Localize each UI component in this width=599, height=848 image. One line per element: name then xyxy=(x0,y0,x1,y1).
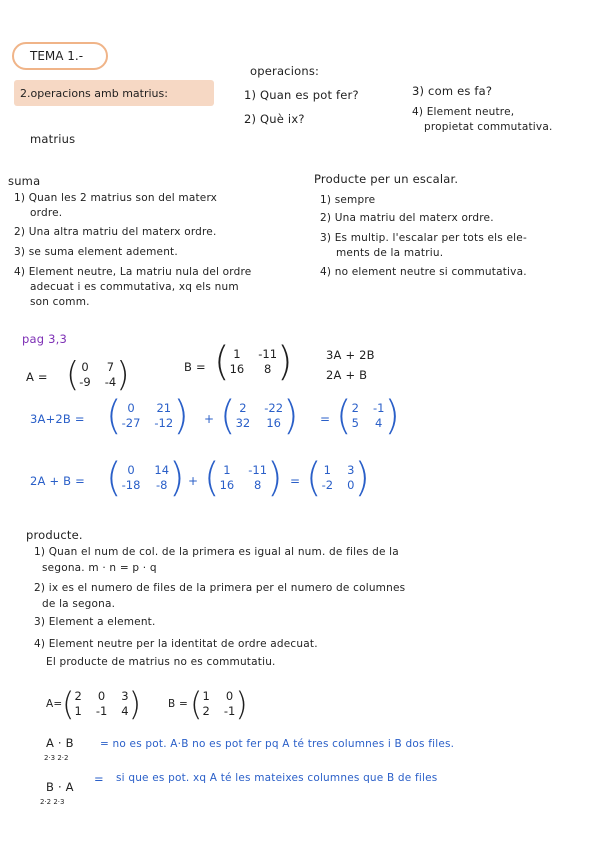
matrix-cell: 1 xyxy=(323,463,331,477)
operacions-item: 1) Quan es pot fer? xyxy=(244,88,359,102)
row1-matrix-3a xyxy=(106,393,189,439)
matrix-right-bracket: ) xyxy=(277,339,293,385)
matrix-cell: 0 xyxy=(97,689,106,703)
matrix-right-bracket: ) xyxy=(283,393,299,439)
matrix-left-bracket: ( xyxy=(306,455,322,501)
matrix-cell: 4 xyxy=(375,416,383,430)
example-b-label: B = xyxy=(168,698,188,710)
section-matrius: matrius xyxy=(30,132,76,146)
producte-line: segona. m · n = p · q xyxy=(42,562,157,574)
row1-label: 3A+2B = xyxy=(30,412,85,426)
matrix-right-bracket: ) xyxy=(173,393,189,439)
matrix-cell: 3 xyxy=(121,689,129,703)
matrix-cell: -1 xyxy=(372,401,385,415)
matrix-cell: 16 xyxy=(229,362,245,376)
matrix-right-bracket: ) xyxy=(169,455,185,501)
matrix-cell: 8 xyxy=(263,362,272,376)
matrix-left-bracket: ( xyxy=(220,393,236,439)
suma-line: 1) Quan les 2 matrius son del materx xyxy=(14,192,218,204)
matrix-cell: 1 xyxy=(202,689,210,703)
example-a-label: A= xyxy=(46,698,63,710)
suma-line: 3) se suma element adement. xyxy=(14,246,178,258)
row1-plus: + xyxy=(204,412,215,426)
matrix-left-bracket: ( xyxy=(62,685,75,723)
matrix-cells xyxy=(122,463,169,493)
row1-result xyxy=(336,393,401,439)
matrix-cell: -11 xyxy=(248,463,268,477)
suma-line: 2) Una altra matriu del materx ordre. xyxy=(14,226,217,238)
producte-line: 3) Element a element. xyxy=(34,616,156,628)
matrix-left-bracket: ( xyxy=(336,393,352,439)
operacions-heading: operacions: xyxy=(250,64,320,78)
topic-title: TEMA 1.- xyxy=(12,42,108,70)
suma-line: son comm. xyxy=(30,296,90,308)
producte-escalar-line: ments de la matriu. xyxy=(336,247,444,259)
matrix-left-bracket: ( xyxy=(106,393,122,439)
matrix-cells xyxy=(220,463,267,493)
matrix-cells xyxy=(352,401,385,431)
producte-escalar-line: 4) no element neutre si commutativa. xyxy=(320,266,527,278)
producte-escalar-heading: Producte per un escalar. xyxy=(314,172,459,186)
producte-escalar-line: 2) Una matriu del materx ordre. xyxy=(320,212,494,224)
matrix-cell: -1 xyxy=(223,704,236,718)
matrix-cell: 2 xyxy=(351,401,359,415)
matrix-left-bracket: ( xyxy=(190,685,203,723)
matrix-cell: -8 xyxy=(155,478,168,492)
matrix-cell: 0 xyxy=(127,463,135,477)
row2-matrix-2a xyxy=(106,455,185,501)
suma-heading: suma xyxy=(8,174,41,188)
operacions-item: propietat commutativa. xyxy=(424,121,553,133)
matrix-cell: 0 xyxy=(225,689,234,703)
matrix-b xyxy=(214,339,293,385)
matrix-cell: 3 xyxy=(347,463,355,477)
matrix-cells xyxy=(322,463,355,493)
row2-matrix-b xyxy=(204,455,283,501)
matrix-left-bracket: ( xyxy=(214,339,230,385)
subtitle-highlight: 2.operacions amb matrius: xyxy=(14,80,214,106)
matrix-right-bracket: ) xyxy=(128,685,142,723)
operacions-item: 3) com es fa? xyxy=(412,84,493,98)
matrix-left-bracket: ( xyxy=(204,455,220,501)
matrix-cell: -2 xyxy=(321,478,334,492)
matrix-left-bracket: ( xyxy=(106,455,122,501)
matrix-cell: 0 xyxy=(127,401,135,415)
matrix-cells xyxy=(79,360,116,390)
matrix-a-label: A = xyxy=(26,370,48,384)
matrix-cells xyxy=(202,689,235,719)
matrix-cell: -4 xyxy=(104,375,117,389)
exercise-label: pag 3,3 xyxy=(22,332,67,346)
matrix-cell: 2 xyxy=(239,401,247,415)
producte-escalar-line: 3) Es multip. l'escalar per tots els ele- xyxy=(320,232,527,244)
matrix-left-bracket: ( xyxy=(66,355,80,395)
producte-line: 4) Element neutre per la identitat de ordre adecuat. xyxy=(34,638,318,650)
matrix-cell: 14 xyxy=(154,463,170,477)
matrix-cell: -18 xyxy=(121,478,141,492)
matrix-right-bracket: ) xyxy=(235,685,248,723)
matrix-cell: 16 xyxy=(266,416,281,430)
ba-explanation: si que es pot. xq A té les mateixes columnes que B de files xyxy=(116,772,438,784)
row2-result xyxy=(306,455,371,501)
matrix-cell: -12 xyxy=(154,416,174,430)
ba-equals: = xyxy=(94,772,104,786)
matrix-cells xyxy=(230,347,277,377)
row2-label: 2A + B = xyxy=(30,474,85,488)
matrix-cell: -22 xyxy=(264,401,284,415)
row2-plus: + xyxy=(188,474,199,488)
matrix-cell: 2 xyxy=(74,689,82,703)
matrix-cell: 5 xyxy=(351,416,359,430)
matrix-cell: 4 xyxy=(121,704,129,718)
producte-line: 2) ix es el numero de files de la primera per el numero de columnes xyxy=(34,582,406,594)
operacions-item: 4) Element neutre, xyxy=(412,106,515,118)
matrix-cell: -1 xyxy=(95,704,108,718)
ab-explanation: = no es pot. A·B no es pot fer pq A té tres columnes i B dos files. xyxy=(100,738,455,750)
matrix-right-bracket: ) xyxy=(116,355,130,395)
matrix-cell: 1 xyxy=(74,704,82,718)
suma-line: 4) Element neutre, La matriu nula del ordre xyxy=(14,266,252,278)
matrix-cell: 2 xyxy=(202,704,210,718)
matrix-cell: -9 xyxy=(79,375,91,389)
ab-product: A · B xyxy=(46,736,74,750)
matrix-cell: 21 xyxy=(156,401,172,415)
producte-heading: producte. xyxy=(26,528,83,542)
row2-equals: = xyxy=(290,474,301,488)
matrix-cell: 16 xyxy=(219,478,235,492)
row1-equals: = xyxy=(320,412,331,426)
matrix-cell: 0 xyxy=(347,478,355,492)
row1-matrix-2b xyxy=(220,393,299,439)
matrix-cell: 0 xyxy=(81,360,89,374)
matrix-cell: 1 xyxy=(233,347,241,361)
ba-dimensions: 2·2 2·3 xyxy=(40,798,65,806)
matrix-cell: 7 xyxy=(106,360,115,374)
matrix-cell: 1 xyxy=(223,463,231,477)
operation-2: 2A + B xyxy=(326,368,368,382)
example-matrix-b xyxy=(190,685,248,723)
matrix-cell: 8 xyxy=(253,478,262,492)
producte-line: 1) Quan el num de col. de la primera es igual al num. de files de la xyxy=(34,546,399,558)
ba-product: B · A xyxy=(46,780,74,794)
matrix-b-label: B = xyxy=(184,360,206,374)
producte-line: de la segona. xyxy=(42,598,116,610)
matrix-right-bracket: ) xyxy=(384,393,401,439)
matrix-cells xyxy=(74,689,128,719)
producte-escalar-line: 1) sempre xyxy=(320,194,376,206)
matrix-cells xyxy=(236,401,283,431)
ab-dimensions: 2·3 2·2 xyxy=(44,754,69,762)
suma-line: ordre. xyxy=(30,207,63,219)
matrix-a xyxy=(66,355,130,395)
matrix-cell: -11 xyxy=(258,347,278,361)
matrix-right-bracket: ) xyxy=(267,455,283,501)
matrix-cell: -27 xyxy=(121,416,141,430)
matrix-cells xyxy=(122,401,174,431)
suma-line: adecuat i es commutativa, xq els num xyxy=(30,281,239,293)
example-matrix-a xyxy=(62,685,142,723)
operacions-item: 2) Què ix? xyxy=(244,112,305,126)
matrix-right-bracket: ) xyxy=(354,455,371,501)
matrix-cell: 32 xyxy=(235,416,251,430)
operation-1: 3A + 2B xyxy=(326,348,375,362)
producte-line: El producte de matrius no es commutatiu. xyxy=(46,656,276,668)
